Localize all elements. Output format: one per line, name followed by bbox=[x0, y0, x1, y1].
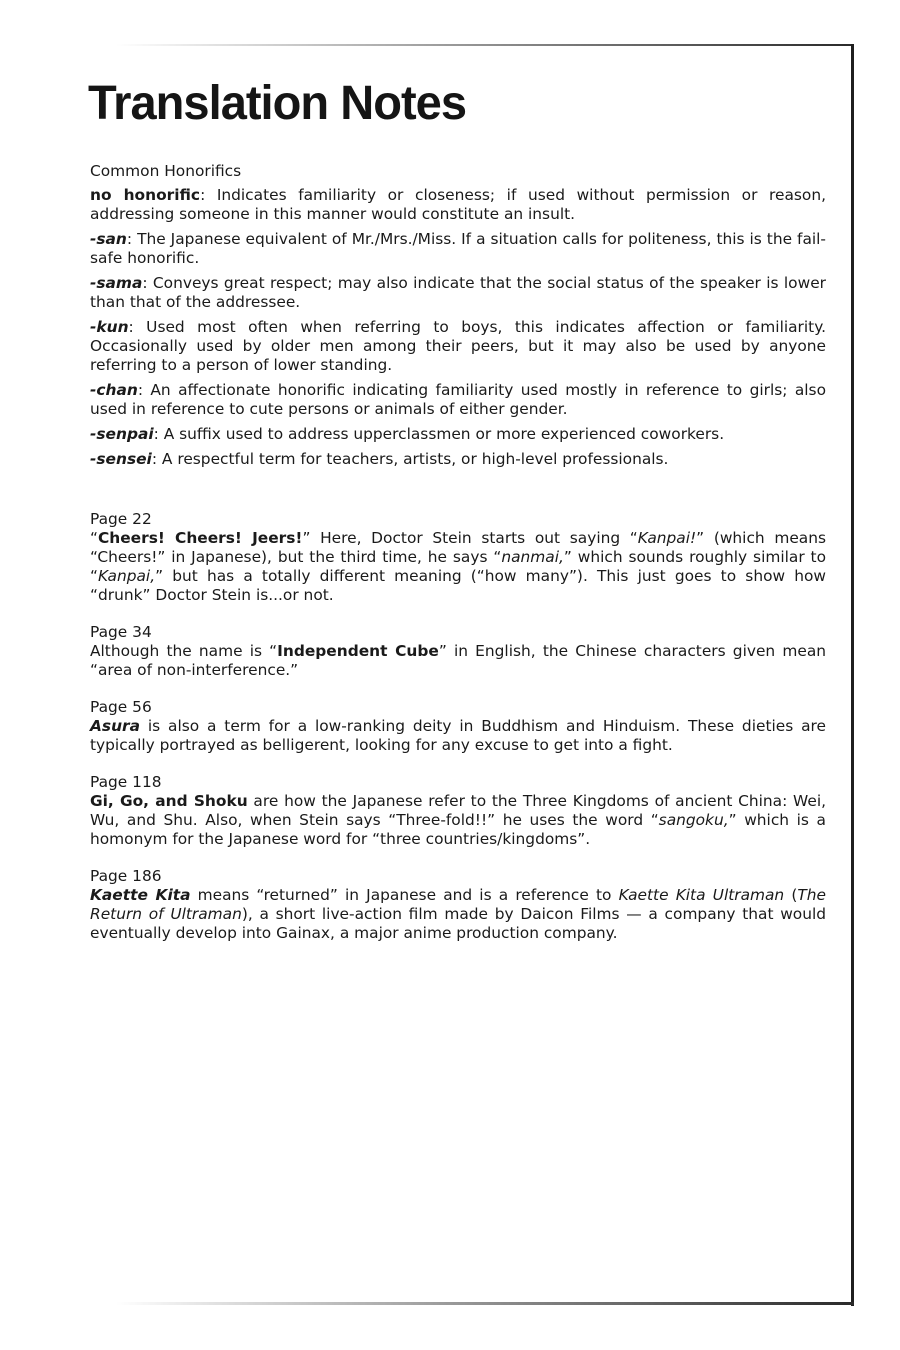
term-label: -senpai bbox=[90, 425, 154, 443]
note-page-number: Page 118 bbox=[90, 773, 162, 791]
note-page-34 bbox=[90, 623, 826, 680]
term-definition: The Japanese equivalent of Mr./Mrs./Miss. If a situation calls for politeness, this is the fail-safe honorific. bbox=[90, 230, 826, 267]
term-definition: Used most often when referring to boys, this indicates affection or familiarity. Occasionally used by older men among their peers, but it may also be used by anyone referring to a person of lower standing. bbox=[90, 318, 826, 374]
note-page-22 bbox=[90, 510, 826, 605]
page-frame-right bbox=[851, 44, 854, 1306]
note-page-number: Page 186 bbox=[90, 867, 162, 885]
note-page-number: Page 34 bbox=[90, 623, 152, 641]
note-page-number: Page 22 bbox=[90, 510, 152, 528]
term-label: -chan bbox=[90, 381, 138, 399]
note-body: Gi, Go, and Shoku are how the Japanese refer to the Three Kingdoms of ancient China: Wei, Wu, and Shu. Also, when Stein says “Three-fold!!” he uses the word “sangoku,” which is a homonym for the Japanese word for “three countries/kingdoms”. bbox=[90, 792, 826, 848]
page-title: Translation Notes bbox=[88, 77, 467, 130]
note-page-number: Page 56 bbox=[90, 698, 152, 716]
note-spacer bbox=[90, 680, 826, 698]
note-body: Kaette Kita means “returned” in Japanese and is a reference to Kaette Kita Ultraman (The Return of Ultraman), a short live-action film made by Daicon Films — a company that would eventually develop into Gainax, a major anime production company. bbox=[90, 886, 827, 942]
term-label: -sensei bbox=[90, 450, 152, 468]
term-definition: A respectful term for teachers, artists, or high-level professionals. bbox=[157, 450, 669, 468]
honorific-sama: -sama: Conveys great respect; may also indicate that the social status of the speaker is lower than that of the addressee. bbox=[90, 274, 826, 311]
term-label: -kun bbox=[90, 318, 129, 336]
honorific-senpai: -senpai: A suffix used to address upperclassmen or more experienced coworkers. bbox=[90, 425, 725, 443]
note-spacer bbox=[90, 605, 826, 623]
term-definition: Conveys great respect; may also indicate that the social status of the speaker is lower than that of the addressee. bbox=[90, 274, 826, 311]
honorific-san: -san: The Japanese equivalent of Mr./Mrs./Miss. If a situation calls for politeness, this is the fail-safe honorific. bbox=[90, 230, 826, 267]
note-body: “Cheers! Cheers! Jeers!” Here, Doctor Stein starts out saying “Kanpai!” (which means “Cheers!” in Japanese), but the third time, he says “nanmai,” which sounds roughly similar to “Kanpai,” but has a totally different meaning (“how many”). This just goes to show how “drunk” Doctor Stein is...or not. bbox=[90, 529, 827, 604]
term-label: no honorific bbox=[90, 186, 201, 204]
note-spacer bbox=[90, 849, 826, 867]
note-page-118 bbox=[90, 773, 826, 849]
term-label: -san bbox=[90, 230, 127, 248]
note-body: Asura is also a term for a low-ranking deity in Buddhism and Hinduism. These dieties are typically portrayed as belligerent, looking for any excuse to get into a fight. bbox=[90, 717, 826, 754]
note-page-186 bbox=[90, 867, 826, 943]
term-label: -sama bbox=[90, 274, 143, 292]
honorific-none: no honorific: Indicates familiarity or closeness; if used without permission or reason, addressing someone in this manner would constitute an insult. bbox=[90, 186, 826, 223]
honorifics-heading: Common Honorifics bbox=[90, 162, 242, 180]
note-page-56 bbox=[90, 698, 826, 755]
honorific-chan: -chan: An affectionate honorific indicating familiarity used mostly in reference to girls; also used in reference to cute persons or animals of either gender. bbox=[90, 381, 826, 418]
page-frame-bottom bbox=[116, 1302, 854, 1305]
note-body: Although the name is “Independent Cube” in English, the Chinese characters given mean “area of non-interference.” bbox=[90, 642, 826, 679]
term-definition: Indicates familiarity or closeness; if used without permission or reason, addressing someone in this manner would constitute an insult. bbox=[90, 186, 826, 223]
term-definition: An affectionate honorific indicating familiarity used mostly in reference to girls; also used in reference to cute persons or animals of either gender. bbox=[90, 381, 826, 418]
honorific-sensei: -sensei: A respectful term for teachers, artists, or high-level professionals. bbox=[90, 450, 669, 468]
notes-content bbox=[90, 162, 826, 943]
section-spacer bbox=[90, 475, 826, 510]
page-frame-top bbox=[116, 44, 854, 46]
note-spacer bbox=[90, 755, 826, 773]
term-definition: A suffix used to address upperclassmen or more experienced coworkers. bbox=[158, 425, 725, 443]
honorific-kun: -kun: Used most often when referring to boys, this indicates affection or familiarity. Occasionally used by older men among their peers, but it may also be used by anyone referring to a person of lower standing. bbox=[90, 318, 826, 374]
